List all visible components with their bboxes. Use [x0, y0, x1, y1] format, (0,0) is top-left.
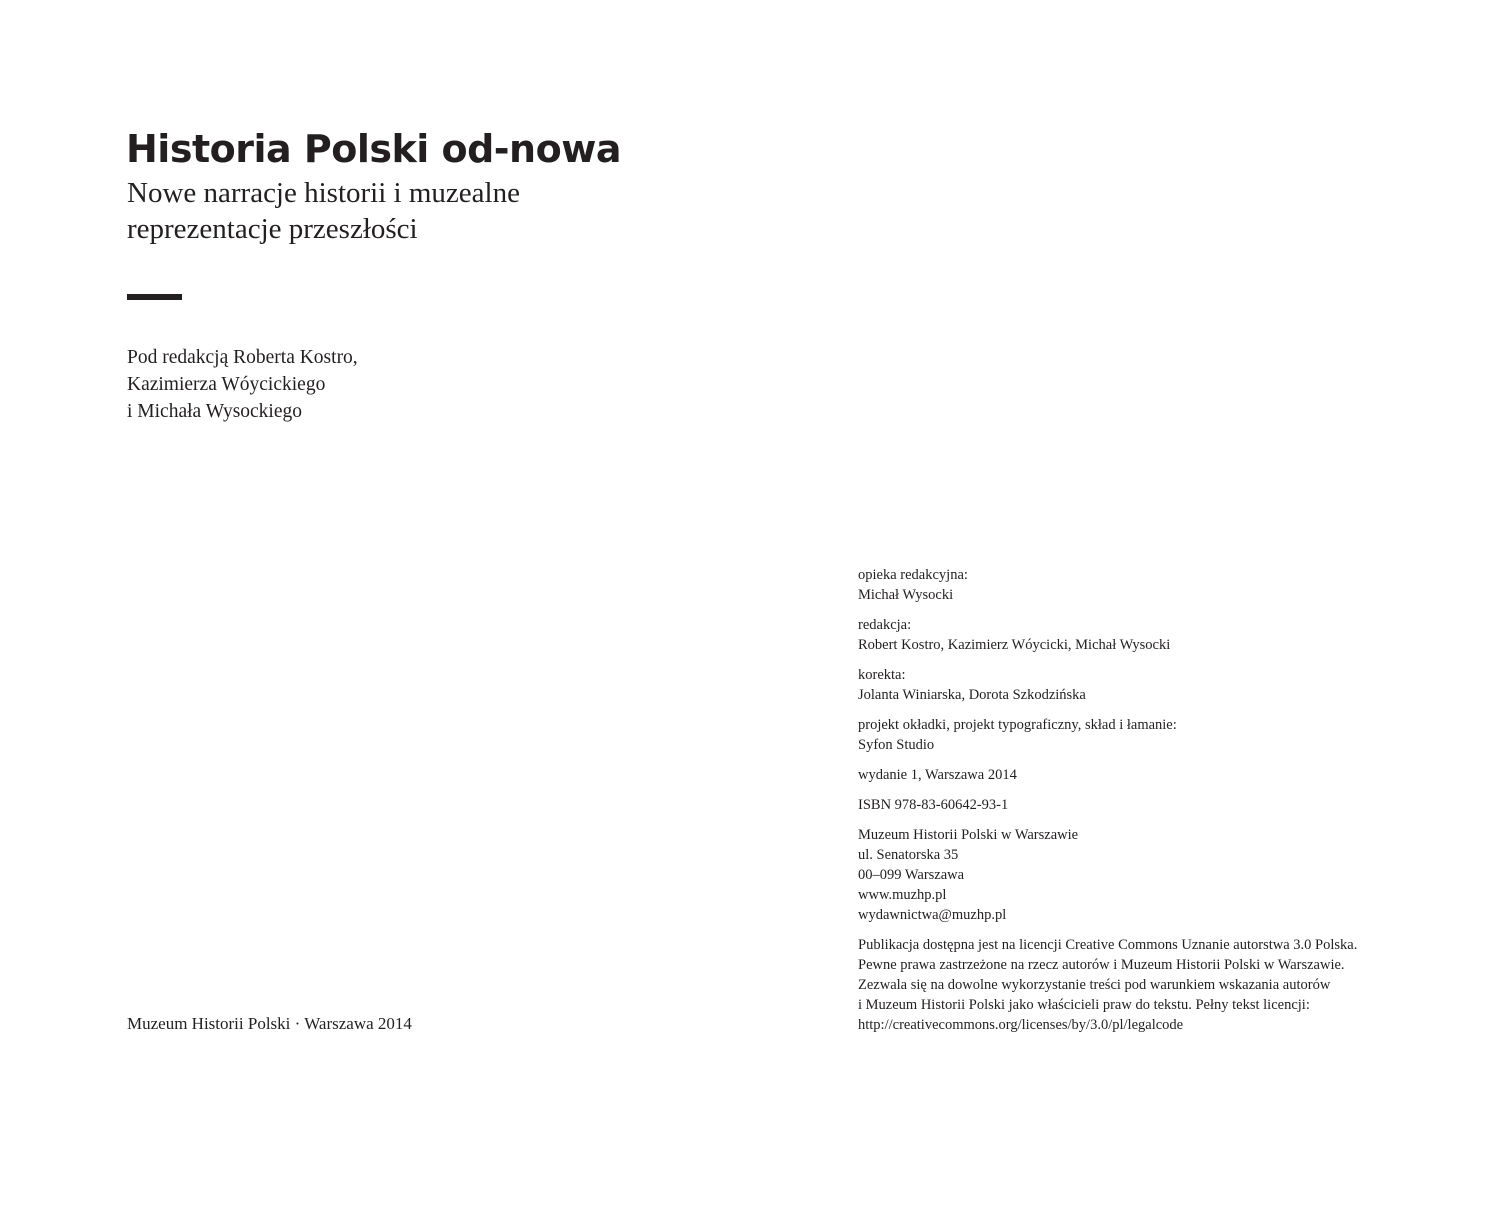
colophon-line: Syfon Studio — [858, 737, 935, 753]
book-subtitle — [127, 175, 727, 247]
colophon-line: wydanie 1, Warszawa 2014 — [858, 767, 1017, 783]
colophon — [858, 565, 1478, 1045]
colophon-block — [858, 825, 1478, 925]
colophon-line: redakcja: — [858, 617, 912, 633]
subtitle-line: Nowe narracje historii i muzealne — [127, 177, 520, 209]
colophon-line: Jolanta Winiarska, Dorota Szkodzińska — [858, 687, 1086, 703]
colophon-block — [858, 665, 1478, 705]
colophon-block — [858, 615, 1478, 655]
colophon-line: Robert Kostro, Kazimierz Wóycicki, Michał Wysocki — [858, 637, 1171, 653]
colophon-block — [858, 715, 1478, 755]
colophon-block — [858, 935, 1478, 1035]
colophon-line: Publikacja dostępna jest na licencji Creative Commons Uznanie autorstwa 3.0 Polska. — [858, 937, 1358, 953]
divider-rule — [127, 294, 182, 300]
colophon-line: Muzeum Historii Polski w Warszawie — [858, 827, 1079, 843]
colophon-line: Pewne prawa zastrzeżone na rzecz autorów i Muzeum Historii Polski w Warszawie. — [858, 957, 1345, 973]
colophon-line: 00–099 Warszawa — [858, 867, 965, 883]
editors-line: i Michała Wysockiego — [127, 401, 303, 422]
colophon-line: http://creativecommons.org/licenses/by/3.0/pl/legalcode — [858, 1017, 1184, 1033]
right-page — [750, 0, 1500, 1212]
colophon-line: ISBN 978-83-60642-93-1 — [858, 797, 1009, 813]
colophon-line: opieka redakcyjna: — [858, 567, 968, 583]
colophon-line: ul. Senatorska 35 — [858, 847, 959, 863]
colophon-line: Michał Wysocki — [858, 587, 954, 603]
colophon-line: korekta: — [858, 667, 906, 683]
colophon-line: www.muzhp.pl — [858, 887, 947, 903]
colophon-block — [858, 565, 1478, 605]
book-title: Historia Polski od-nowa — [126, 127, 621, 171]
colophon-block — [858, 765, 1478, 785]
colophon-line: i Muzeum Historii Polski jako właścicieli praw do tekstu. Pełny tekst licencji: — [858, 997, 1310, 1013]
subtitle-line: reprezentacje przeszłości — [127, 213, 418, 245]
editors-line: Kazimierza Wóycickiego — [127, 374, 326, 395]
colophon-block — [858, 795, 1478, 815]
colophon-line: wydawnictwa@muzhp.pl — [858, 907, 1007, 923]
editors-credit — [127, 344, 358, 425]
publisher-imprint: Muzeum Historii Polski · Warszawa 2014 — [127, 1014, 412, 1033]
editors-line: Pod redakcją Roberta Kostro, — [127, 347, 358, 368]
colophon-line: projekt okładki, projekt typograficzny, skład i łamanie: — [858, 717, 1177, 733]
colophon-line: Zezwala się na dowolne wykorzystanie treści pod warunkiem wskazania autorów — [858, 977, 1331, 993]
